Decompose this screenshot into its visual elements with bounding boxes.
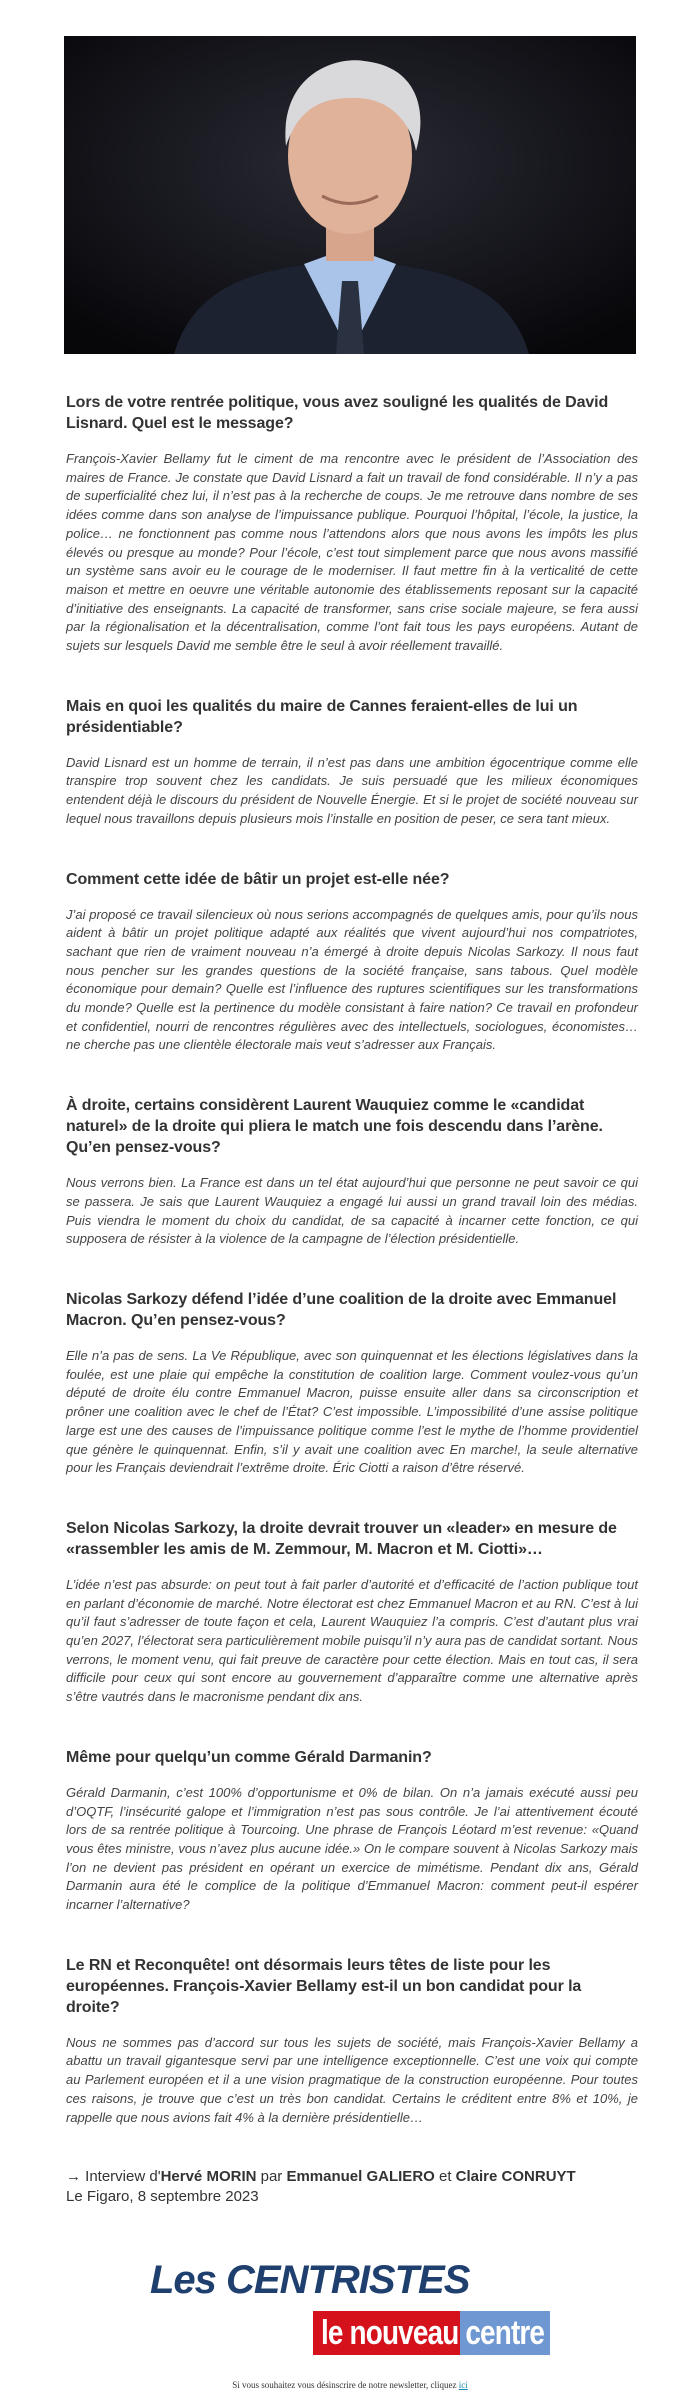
credit-and: et <box>434 2168 456 2186</box>
portrait-photo <box>64 36 636 354</box>
unsubscribe-footer <box>0 2379 700 2391</box>
logo-title: Les CENTRISTES <box>150 2258 470 2303</box>
qa-block <box>66 1095 638 1249</box>
answer-text: Nous verrons bien. La France est dans un tel état aujourd’hui que personne ne peut savoir ce qui se passera. Je sais que Laurent Wauquiez a engagé lui aussi un grand travail loin des médias. Puis viendra le moment du choix du candidat, de sa capacité à incarner cette fonction, ce qui supposera de résister à la violence de la campagne de l’élection présidentielle. <box>66 1175 638 1247</box>
credit-prefix: Interview d' <box>81 2168 161 2186</box>
author-name: Claire CONRUYT <box>455 2168 576 2186</box>
answer-text: Gérald Darmanin, c’est 100% d’opportunisme et 0% de bilan. On n’a jamais exécuté aussi peu d’OQTF, l’insécurité galope et l’immigration n’est pas sous contrôle. Je l’ai attentivement écouté lors de sa rentrée politique à Tourcoing. Une phrase de François Léotard m’est revenue: «Quand vous êtes ministre, vous n’avez plus aucune idée.» On le compare souvent à Nicolas Sarkozy mais l’on ne devient pas président en opérant un exercice de mimétisme. Pendant dix ans, Gérald Darmanin aura été le complice de la politique d’Emmanuel Macron: comment peut-il espérer incarner l’alternative? <box>66 1784 638 1913</box>
portrait-image <box>64 36 636 354</box>
answer-text: David Lisnard est un homme de terrain, il n’est pas dans une ambition égocentrique comme elle transpire trop souvent chez les candidats. Je suis persuadé que les milieux économiques entendent déjà le discours du président de Nouvelle Énergie. Et si le projet de société nouveau sur lequel nous travaillons depuis plusieurs mois l’installe en position de peser, ce sera tant mieux. <box>66 754 638 826</box>
answer-text: J’ai proposé ce travail silencieux où nous serions accompagnés de quelques amis, pour qu’ils nous aident à bâtir un projet politique adapté aux réalités que vivent aujourd’hui nos compatriotes, sachant que rien de vraiment nouveau n’a émergé à droite depuis Nicolas Sarkozy. Il nous faut nous pencher sur les grandes questions de la société française, sans tabous. Quel modèle économique pour demain? Quelle est l’influence des ruptures scientifiques sur les transformations du monde? Quelle est la pertinence du modèle consistant à faire nation? Ce travail en profondeur et confidentiel, nourri de rencontres régulières avec des intellectuels, sociologues, économistes… ne cherche pas une clientèle électorale mais veut s’adresser aux Français. <box>66 906 638 1053</box>
question-heading: Mais en quoi les qualités du maire de Cannes feraient-elles de lui un présidentiable? <box>66 697 578 736</box>
question-heading: Lors de votre rentrée politique, vous avez souligné les qualités de David Lisnard. Quel est le message? <box>66 394 609 432</box>
author-name: Emmanuel GALIERO <box>286 2168 435 2186</box>
logo-subtitle: le nouveau centre <box>321 2314 545 2353</box>
credit-by: par <box>256 2168 287 2186</box>
les-centristes-logo <box>150 2257 550 2357</box>
question-heading: Même pour quelqu’un comme Gérald Darmanin? <box>66 1748 432 1766</box>
interviewee-name: Hervé MORIN <box>160 2168 257 2186</box>
qa-block <box>66 1289 638 1478</box>
question-heading: À droite, certains considèrent Laurent Wauquiez comme le «candidat naturel» de la droite qui pliera le match une fois descendu dans l’arène. Qu’en pensez-vous? <box>66 1097 603 1157</box>
question-heading: Le RN et Reconquête! ont désormais leurs têtes de liste pour les européennes. François-Xavier Bellamy est-il un bon candidat pour la droite? <box>66 1956 582 2016</box>
interview-credit <box>66 2167 638 2207</box>
answer-text: L’idée n’est pas absurde: on peut tout à fait parler d’autorité et d’efficacité de l’action publique tout en parlant d’économie de marché. Notre électorat est chez Emmanuel Macron et au RN. C’est à lui qu’il faut s’adresser de toute façon et cela, Laurent Wauquiez l’a compris. C’est d’autant plus vrai qu’en 2027, l’électorat sera particulièrement mobile puisqu’il n’y aura pas de candidat sortant. Nous verrons, le moment venu, qui fait preuve de caractère pour cette élection. Mais en tout cas, il sera difficile pour ceux qui sont encore au gouvernement d’apparaître comme une alternative après s’être vautrés dans le macronisme pendant dix ans. <box>66 1576 638 1705</box>
source-line: Le Figaro, 8 septembre 2023 <box>66 2188 259 2206</box>
unsubscribe-link[interactable]: ici <box>458 2380 468 2391</box>
qa-block <box>66 1955 638 2128</box>
answer-text: Nous ne sommes pas d’accord sur tous les sujets de société, mais François-Xavier Bellamy a abattu un travail gigantesque servi par une intelligence exceptionnelle. C’est une voix qui compte au Parlement européen et il a une vision pragmatique de la construction européenne. Pour toutes ces raisons, je trouve que c’est un très bon candidat. Certains le créditent entre 8% et 10%, je rappelle que nous avions fait 4% à la dernière présidentielle… <box>66 2034 638 2125</box>
arrow-icon: → <box>66 2168 81 2186</box>
qa-block <box>66 392 638 656</box>
qa-block <box>66 869 638 1056</box>
qa-block <box>66 1747 638 1915</box>
qa-block <box>66 1518 638 1707</box>
answer-text: Elle n’a pas de sens. La Ve République, avec son quinquennat et les élections législatives dans la foulée, est une plaie qui empêche la constitution de coalition large. Comment voulez-vous qu’un député de droite élu contre Emmanuel Macron, puisse ensuite aller dans sa circonscription et prôner une coalition avec le chef de l’État? C’est impossible. L’impossibilité d’une assise politique large est une des causes de l’impuissance politique comme l’est le mythe de l’homme providentiel que génère le quinquennat. Enfin, s’il y avait une coalition avec En marche!, la seule alternative pour les Français deviendrait l’extrême droite. Éric Ciotti a raison d’être réservé. <box>66 1347 638 1476</box>
question-heading: Selon Nicolas Sarkozy, la droite devrait trouver un «leader» en mesure de «rassembler les amis de M. Zemmour, M. Macron et M. Ciotti»… <box>66 1519 617 1558</box>
unsubscribe-text: Si vous souhaitez vous désinscrire de notre newsletter, cliquez <box>232 2380 459 2391</box>
answer-text: François-Xavier Bellamy fut le ciment de ma rencontre avec le président de l’Association des maires de France. Je constate que David Lisnard a fait un travail de fond considérable. Il n’y a pas de superficialité chez lui, il n’est pas à la recherche de coups. Je me retrouve dans nombre de ses idées comme dans son analyse de l’impuissance publique. Pourquoi l’hôpital, l’école, la justice, la police… ne fonctionnent pas comme nous l’attendons alors que nous avons les impôts les plus élevés ou presque au monde? Pour l’école, c’est tout simplement parce que nous avons massifié un système sans avoir eu le courage de le moderniser. Il faut mettre fin à la verticalité de cette maison et mettre en oeuvre une véritable autonomie des établissements reposant sur la capacité d’initiative des enseignants. La capacité de transformer, sans crise sociale majeure, se fera aussi par la régionalisation et la décentralisation, comme l’ont fait tous les pays européens. Autant de sujets sur lesquels David me semble être le seul à avoir réellement travaillé. <box>66 451 638 654</box>
logo-subtitle-box <box>313 2311 550 2355</box>
question-heading: Comment cette idée de bâtir un projet est-elle née? <box>66 870 450 888</box>
qa-block <box>66 696 638 829</box>
interview-body <box>66 392 638 2207</box>
question-heading: Nicolas Sarkozy défend l’idée d’une coalition de la droite avec Emmanuel Macron. Qu’en pensez-vous? <box>66 1290 617 1329</box>
